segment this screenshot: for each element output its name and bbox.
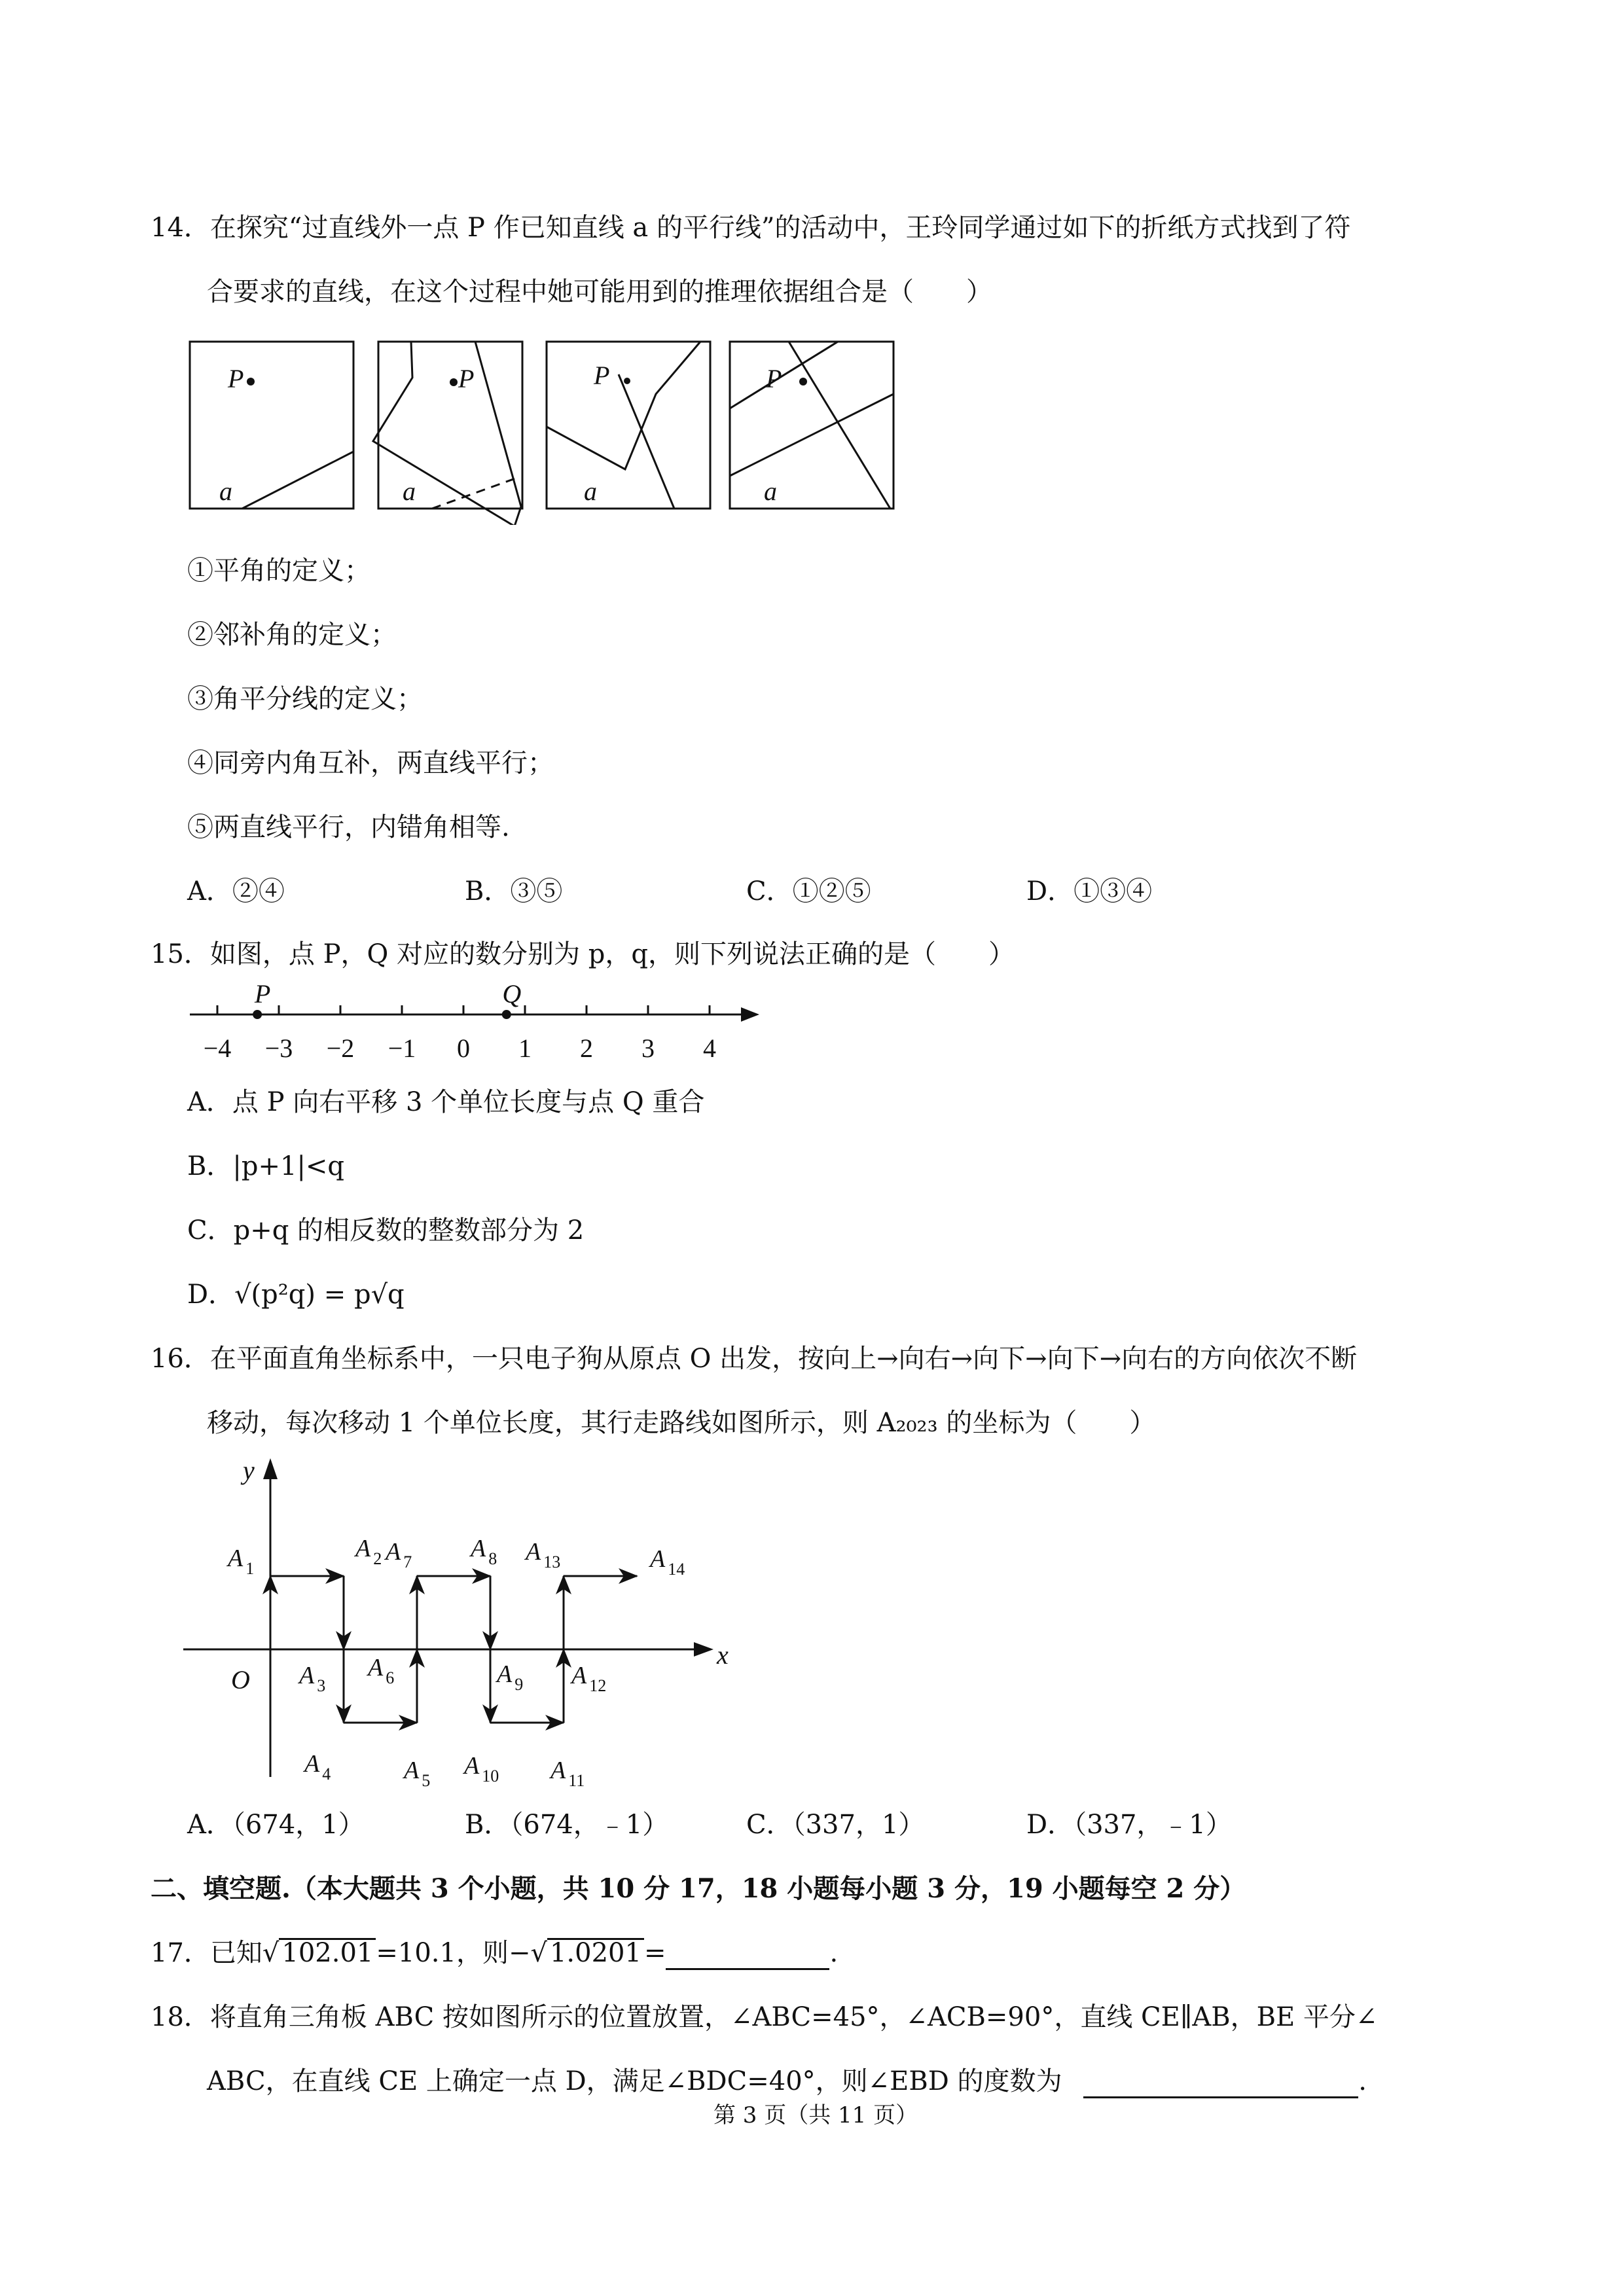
point-label-a7: A $_7$ bbox=[386, 1538, 412, 1571]
point-label-a8: A $_8$ bbox=[471, 1535, 497, 1568]
q15-option-b: B．|p+1|<q bbox=[187, 1151, 345, 1181]
point-label-a6: A $_6$ bbox=[368, 1654, 395, 1687]
q16-option-a: A．（674，1） bbox=[187, 1810, 365, 1840]
page-footer: 第 3 页（共 11 页） bbox=[713, 2102, 918, 2128]
q16-coordinate-figure bbox=[177, 1453, 766, 1793]
svg-text:P: P bbox=[594, 361, 610, 390]
q18-line2: ABC，在直线 CE 上确定一点 D，满足∠BDC=40°，则∠EBD 的度数为 . bbox=[207, 2064, 1367, 2098]
q14-option-a: A．②④ bbox=[187, 876, 285, 906]
q15-stem: 15．如图，点 P，Q 对应的数分别为 p，q，则下列说法正确的是（ ） bbox=[151, 939, 1015, 969]
q14-option-b: B．③⑤ bbox=[465, 876, 563, 906]
y-axis-arrow bbox=[263, 1458, 278, 1479]
q17-radicand-2: 1.0201 bbox=[547, 1938, 644, 1966]
q17-radicand-1: 102.01 bbox=[279, 1938, 376, 1966]
q18-answer-blank[interactable] bbox=[1083, 2070, 1358, 2098]
point-label-a11: A $_{11}$ bbox=[550, 1757, 585, 1790]
q18-line1: 18．将直角三角板 ABC 按如图所示的位置放置，∠ABC=45°，∠ACB=90°，直线 CE∥AB，BE 平分∠ bbox=[151, 2002, 1378, 2032]
point-label-a5: A $_5$ bbox=[404, 1757, 431, 1790]
tick-label: −1 bbox=[388, 1033, 416, 1063]
tick-label: 4 bbox=[703, 1033, 716, 1063]
q15-option-c: C．p+q 的相反数的整数部分为 2 bbox=[187, 1215, 585, 1246]
q14-item-4: ④同旁内角互补，两直线平行； bbox=[187, 748, 554, 778]
q14-item-3: ③角平分线的定义； bbox=[187, 684, 423, 714]
fig1-p-label: P bbox=[228, 364, 244, 393]
tick-label: 0 bbox=[457, 1033, 470, 1063]
q16-stem-line1: 16．在平面直角坐标系中，一只电子狗从原点 O 出发，按向上→向右→向下→向下→向右的方向依次不断 bbox=[151, 1344, 1358, 1374]
tick-label: −3 bbox=[264, 1033, 293, 1063]
point-label-a13: A $_{13}$ bbox=[526, 1538, 561, 1571]
q16-option-c: C．（337，1） bbox=[746, 1810, 925, 1840]
point-label-a2: A $_2$ bbox=[355, 1535, 382, 1568]
svg-text:a: a bbox=[403, 476, 416, 506]
y-axis-label: y bbox=[243, 1456, 255, 1485]
number-line-arrow bbox=[741, 1007, 759, 1022]
tick-label: 3 bbox=[641, 1033, 655, 1063]
q15-number-line bbox=[177, 982, 766, 1073]
section-fill-in-title: 二、填空题.（本大题共 3 个小题，共 10 分 17，18 小题每小题 3 分，19 小题每空 2 分） bbox=[151, 1873, 1246, 1904]
tick-label: −4 bbox=[203, 1033, 232, 1063]
point-label-p: P bbox=[254, 982, 271, 1009]
tick-label: 2 bbox=[580, 1033, 593, 1063]
point-label-a3: A $_3$ bbox=[299, 1662, 326, 1695]
point-p bbox=[253, 1010, 262, 1019]
point-label-a12: A $_{12}$ bbox=[571, 1662, 607, 1695]
q17-line: 17．已知√ 102.01 =10.1，则−√ 1.0201 = . bbox=[151, 1936, 838, 1970]
q15-option-a: A．点 P 向右平移 3 个单位长度与点 Q 重合 bbox=[187, 1087, 705, 1117]
x-axis-label: x bbox=[717, 1640, 729, 1670]
point-label-a14: A $_{14}$ bbox=[650, 1545, 685, 1579]
q14-stem-line2: 合要求的直线，在这个过程中她可能用到的推理依据组合是（ ） bbox=[207, 277, 992, 307]
q16-option-b: B．（674，﹣1） bbox=[465, 1810, 669, 1840]
tick-label: 1 bbox=[518, 1033, 532, 1063]
q14-item-5: ⑤两直线平行，内错角相等. bbox=[187, 812, 510, 842]
svg-text:P: P bbox=[458, 364, 475, 393]
point-label-a1: A $_1$ bbox=[228, 1545, 255, 1578]
q14-option-c: C．①②⑤ bbox=[746, 876, 871, 906]
q14-stem-line1: 14．在探究“过直线外一点 P 作已知直线 a 的平行线”的活动中，王玲同学通过如下的折纸方式找到了符 bbox=[151, 213, 1351, 243]
q16-stem-line2: 移动，每次移动 1 个单位长度，其行走路线如图所示，则 A₂₀₂₃ 的坐标为（ ） bbox=[207, 1408, 1156, 1438]
x-axis-arrow bbox=[694, 1642, 713, 1657]
svg-text:a: a bbox=[764, 476, 777, 506]
tick-label: −2 bbox=[326, 1033, 355, 1063]
q15-option-d: D．√(p²q) = p√q bbox=[187, 1280, 405, 1310]
point-label-a4: A $_4$ bbox=[304, 1750, 331, 1784]
point-label-a9: A $_9$ bbox=[497, 1660, 524, 1694]
q14-option-d: D．①③④ bbox=[1026, 876, 1153, 906]
q14-fold-figures bbox=[183, 335, 903, 525]
svg-text:P: P bbox=[766, 364, 782, 393]
q14-item-2: ②邻补角的定义； bbox=[187, 620, 397, 650]
svg-text:a: a bbox=[584, 476, 597, 506]
point-label-q: Q bbox=[502, 982, 522, 1009]
q17-answer-blank[interactable] bbox=[666, 1942, 829, 1970]
point-q bbox=[502, 1010, 511, 1019]
svg-text:a: a bbox=[219, 476, 232, 506]
origin-label: O bbox=[231, 1665, 250, 1695]
q16-option-d: D．（337，﹣1） bbox=[1026, 1810, 1232, 1840]
point-label-a10: A $_{10}$ bbox=[464, 1752, 499, 1785]
q14-item-1: ①平角的定义； bbox=[187, 556, 370, 586]
